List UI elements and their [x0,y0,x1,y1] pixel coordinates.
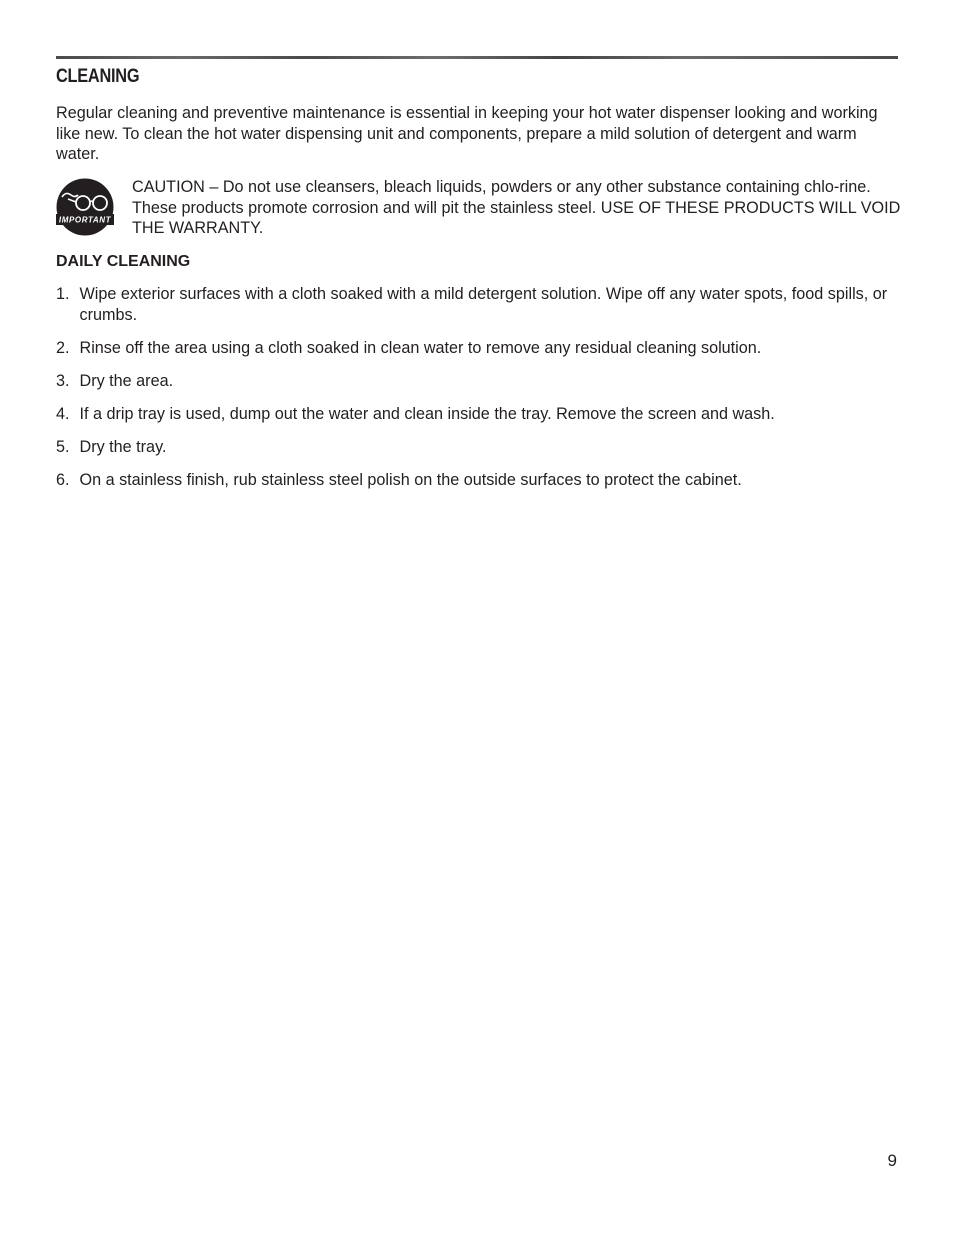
list-item [56,371,901,392]
list-item [56,284,901,325]
important-icon-label: IMPORTANT [58,215,112,225]
step-text: If a drip tray is used, dump out the water and clean inside the tray. Remove the screen and wash. [79,404,775,423]
step-number: 3. [56,371,70,390]
step-text: Wipe exterior surfaces with a cloth soaked with a mild detergent solution. Wipe off any water spots, food spills, or crumbs. [79,285,888,324]
step-text: Rinse off the area using a cloth soaked in clean water to remove any residual cleaning solution. [79,338,762,357]
step-text: Dry the area. [79,371,174,390]
step-text: Dry the tray. [79,437,167,456]
step-number: 1. [56,285,70,303]
top-rule [56,56,898,59]
important-glasses-icon [56,178,114,236]
page-number: 9 [887,1151,897,1170]
list-item [56,437,901,458]
step-number: 4. [56,404,70,423]
list-item [56,470,901,491]
caution-text: CAUTION – Do not use cleansers, bleach liquids, powders or any other substance containing chlo-rine. These products promote corrosion and will pit the stainless steel. USE OF THESE PRODUCTS WILL VOID THE WARRANTY. [132,178,901,237]
intro-paragraph: Regular cleaning and preventive maintenance is essential in keeping your hot water dispenser looking and working like new. To clean the hot water dispensing unit and components, prepare a mild solution of detergent and warm water. [56,104,878,163]
daily-cleaning-steps [56,284,901,503]
list-item [56,338,901,359]
step-number: 6. [56,470,70,489]
daily-cleaning-heading: DAILY CLEANING [56,253,191,270]
step-text: On a stainless finish, rub stainless steel polish on the outside surfaces to protect the cabinet. [79,470,742,489]
step-number: 2. [56,338,70,357]
list-item [56,404,901,425]
section-title: CLEANING [56,66,140,87]
step-number: 5. [56,437,70,456]
